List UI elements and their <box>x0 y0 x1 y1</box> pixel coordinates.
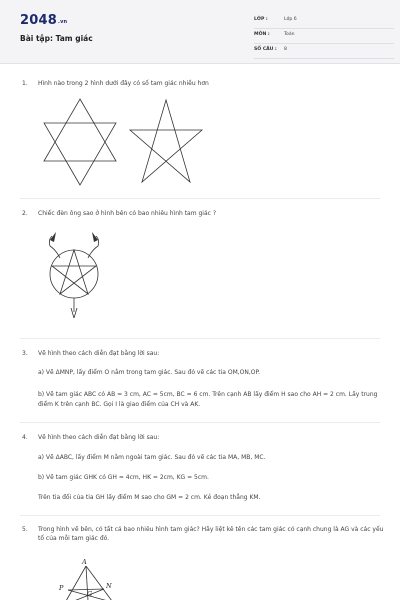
section-divider <box>20 338 380 339</box>
meta-value: 8 <box>284 47 287 52</box>
question-3-part-b: b) Vẽ tam giác ABC có AB = 3 cm, AC = 5cm, BC = 6 cm. Trên cạnh AB lấy điểm H sao cho AH = 2 cm. Lấy trung điểm K trên cạnh BC. Gọi I là giao điểm của CH và AK. <box>38 391 378 408</box>
question-text: Hình nào trong 2 hình dưới đây có số tam giác nhiều hơn <box>38 80 209 87</box>
question-number: 2. <box>22 210 28 217</box>
site-logo[interactable] <box>20 13 67 28</box>
question-4-part-b: b) Vẽ tam giác GHK có GH = 4cm, HK = 2cm, KG = 5cm. <box>38 474 209 481</box>
section-divider <box>20 422 380 423</box>
star-lantern-figure <box>40 230 120 320</box>
section-divider <box>20 198 380 199</box>
worksheet-meta <box>254 14 394 59</box>
question-4-part-b-cont: Trên tia đối của tia GH lấy điểm M sao cho GM = 2 cm. Kẻ đoạn thẳng KM. <box>38 494 261 501</box>
question-text: Vẽ hình theo cách diễn đạt bằng lời sau: <box>38 434 160 441</box>
question-number: 3. <box>22 350 28 357</box>
pentagram-figure <box>128 97 208 187</box>
hexagram-figure <box>42 97 122 187</box>
question-4-part-a: a) Vẽ ΔABC, lấy điểm M nằm ngoài tam giác. Sau đó vẽ các tia MA, MB, MC. <box>38 454 266 461</box>
question-number: 1. <box>22 80 28 87</box>
question-text: Trong hình vẽ bên, có tất cả bao nhiêu hình tam giác? Hãy liệt kê tên các tam giác có cạnh chung là AG và các yếu tố của mỗi tam giác đó. <box>38 526 384 542</box>
meta-label: MÔN : <box>254 32 270 37</box>
meta-row-class <box>254 14 394 29</box>
worksheet-header <box>0 0 400 64</box>
meta-row-subject <box>254 29 394 44</box>
vertex-label-a: A <box>82 558 87 566</box>
section-divider <box>20 515 380 516</box>
question-text: Vẽ hình theo cách diễn đạt bằng lời sau: <box>38 350 160 357</box>
question-number: 5. <box>22 526 28 533</box>
worksheet-title: Bài tập: Tam giác <box>20 34 93 43</box>
meta-label: SỐ CÂU : <box>254 47 277 52</box>
meta-value: Toán <box>284 32 295 37</box>
question-text: Chiếc đèn ông sao ở hình bên có bao nhiêu hình tam giác ? <box>38 210 217 217</box>
vertex-label-g: G <box>87 590 93 598</box>
meta-value: Lớp 6 <box>284 17 297 22</box>
vertex-label-n: N <box>106 582 112 590</box>
question-3-part-a: a) Vẽ ΔMNP, lấy điểm O nằm trong tam giác. Sau đó vẽ các tia OM,ON,OP. <box>38 369 261 376</box>
meta-row-count <box>254 44 394 59</box>
logo-text: 2048 <box>20 13 57 28</box>
vertex-label-p: P <box>59 584 64 592</box>
logo-tld: .vn <box>57 19 68 25</box>
meta-label: LỚP : <box>254 17 268 22</box>
question-number: 4. <box>22 434 28 441</box>
triangle-figure <box>56 558 126 600</box>
